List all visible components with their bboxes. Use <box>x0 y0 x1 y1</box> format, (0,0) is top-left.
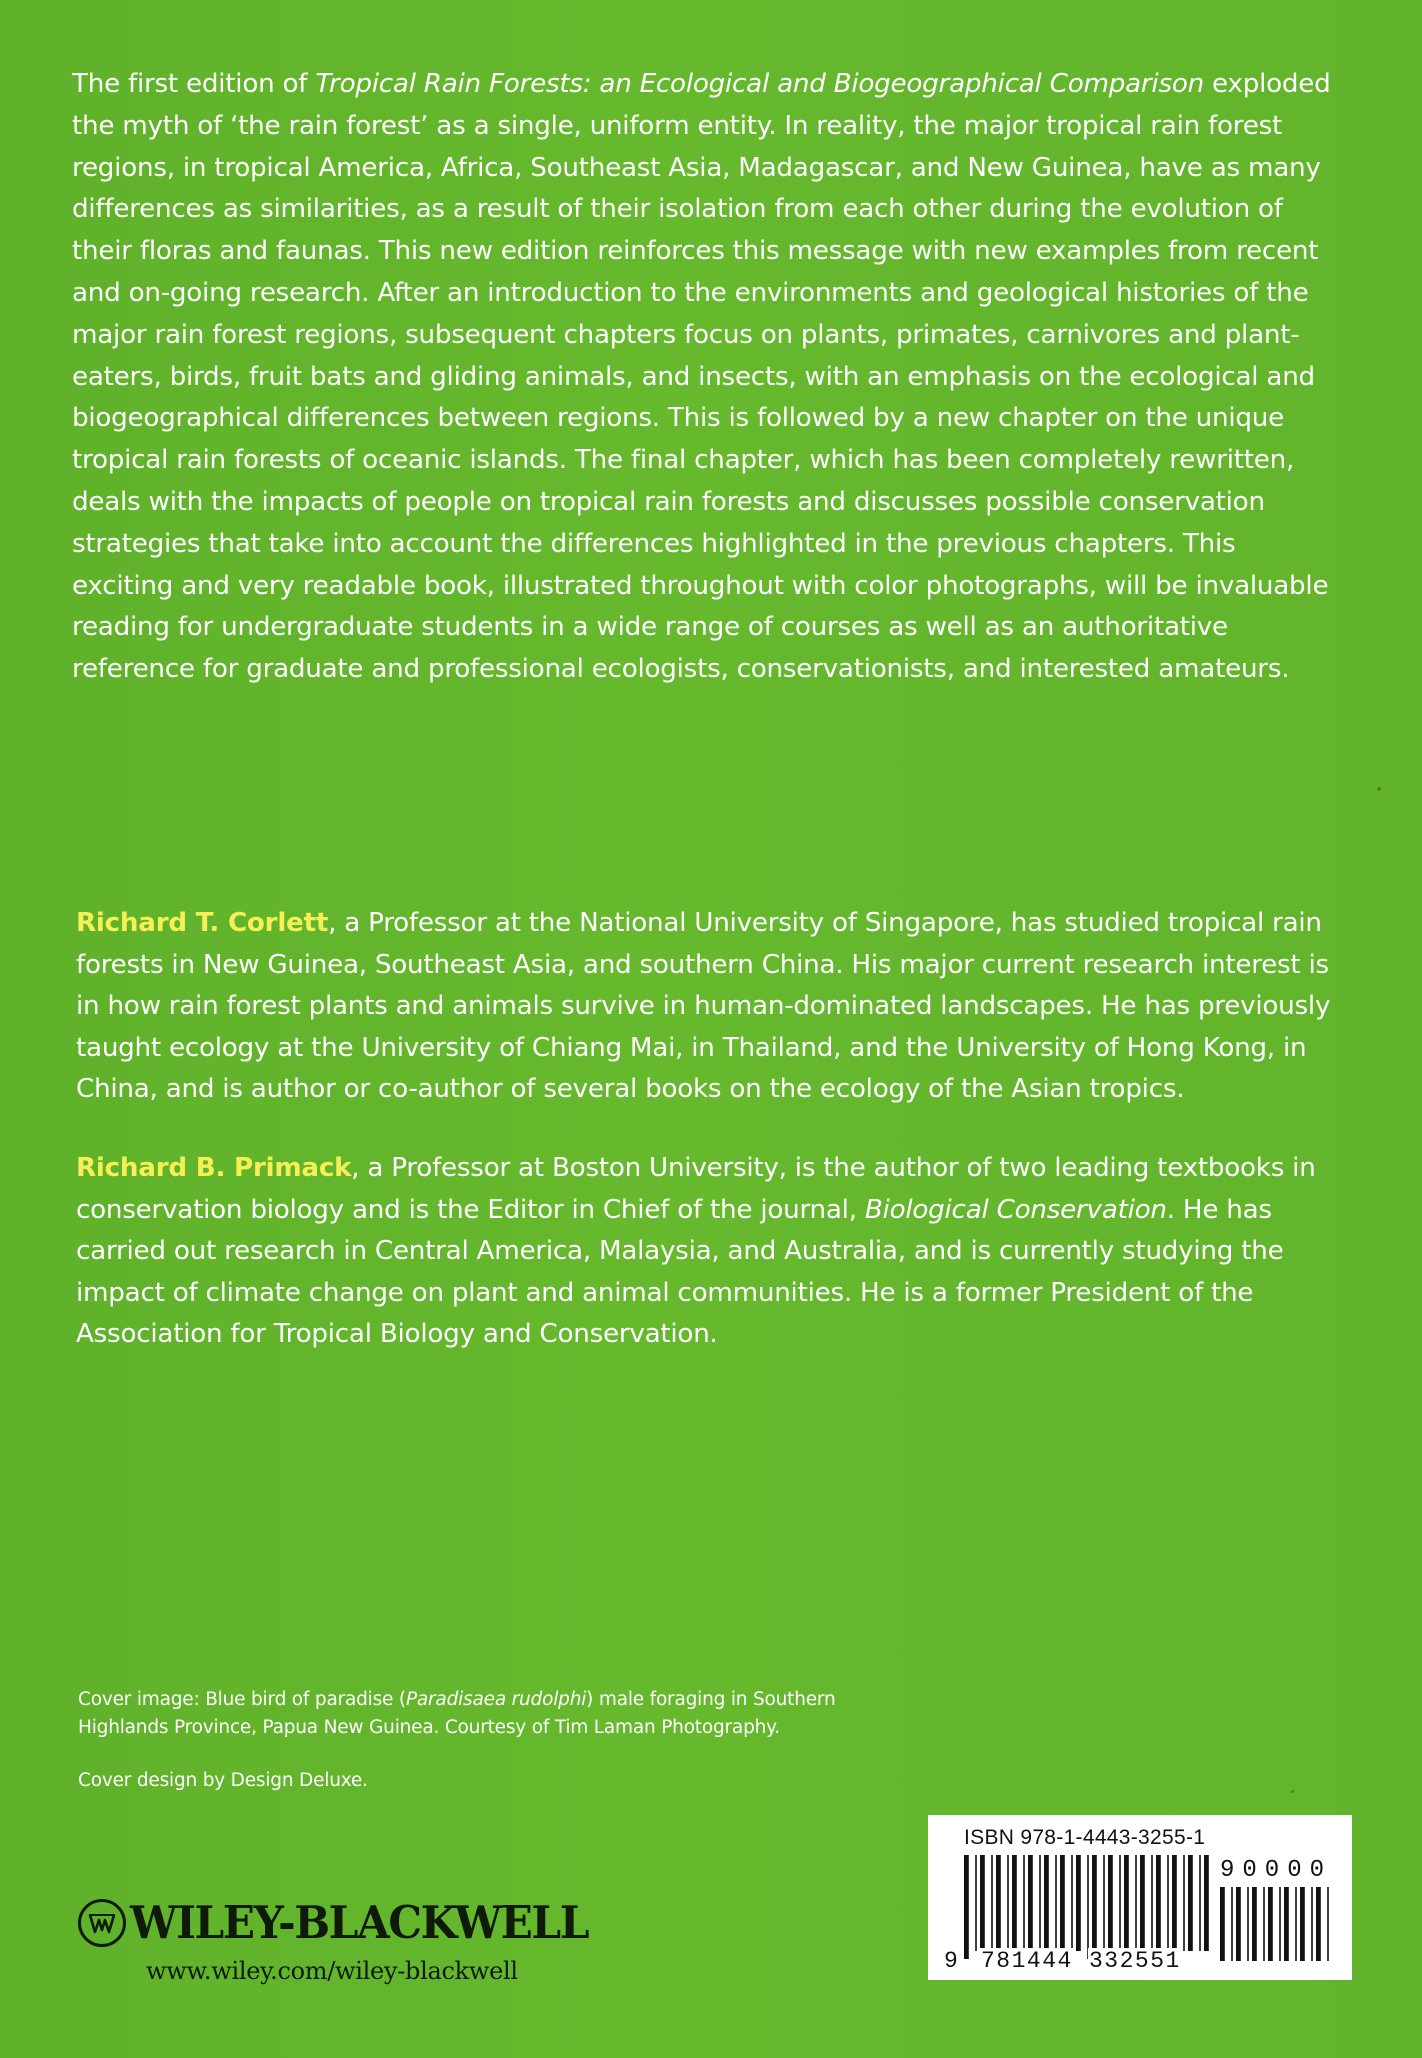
cover-design-credit: Cover design by Design Deluxe. <box>78 1770 368 1791</box>
barcode-bar <box>1071 1855 1073 1951</box>
publisher-url: www.wiley.com/wiley-blackwell <box>146 1957 518 1985</box>
barcode-bar <box>1252 1887 1257 1961</box>
addon-barcode-bars <box>1220 1887 1332 1963</box>
isbn-barcode <box>928 1815 1352 1980</box>
ean-barcode-bars <box>964 1855 1214 1963</box>
barcode-bar <box>1135 1855 1137 1951</box>
barcode-bar <box>1076 1855 1081 1951</box>
author-name-corlett: Richard T. Corlett <box>76 908 329 938</box>
barcode-bar <box>1316 1887 1321 1961</box>
ean-left-digits: 781444 <box>981 1948 1073 1974</box>
ean-right-digits: 332551 <box>1089 1948 1181 1974</box>
species-name: Paradisaea rudolphi <box>405 1689 587 1710</box>
description-intro: The first edition of <box>72 69 316 99</box>
barcode-bar <box>1007 1855 1009 1951</box>
author-bio-text: , a Professor at Boston University, is the author of two leading textbooks in conservation biology and is the Editor in Chief of the journal, <box>76 1153 1316 1225</box>
barcode-bar <box>1028 1855 1033 1951</box>
author-bio-text: , a Professor at the National University of Singapore, has studied tropical rain forests in New Guinea, Southeast Asia, and southern China. His major current research interest is in how rain forest plants and animals survive in human-dominated landscapes. He has previously taught ecology at the University of Chiang Mai, in Thailand, and the University of Hong Kong, in China, and is author or co-author of several books on the ecology of the Asian tropics. <box>76 908 1331 1104</box>
publisher-block <box>78 1896 617 1985</box>
barcode-bar <box>1103 1855 1105 1951</box>
cover-image-credit <box>78 1686 898 1742</box>
barcode-bar <box>1327 1887 1329 1961</box>
barcode-bar <box>1055 1855 1057 1951</box>
barcode-bar <box>1092 1855 1097 1959</box>
barcode-bar <box>1151 1855 1153 1951</box>
barcode-bar <box>1087 1855 1089 1959</box>
barcode-bar <box>1119 1855 1121 1951</box>
barcode-bar <box>996 1855 1001 1951</box>
addon-digits: 90000 <box>1220 1857 1333 1884</box>
barcode-bar <box>1247 1887 1249 1961</box>
barcode-bar <box>991 1855 993 1951</box>
wiley-logo-icon <box>78 1899 126 1947</box>
author-bio-text: . He has carried out research in Central America, Malaysia, and Australia, and is currently studying the impact of climate change on plant and animal communities. He is a former President of the Association for Tropical Biology and Conservation. <box>76 1194 1284 1349</box>
cover-blemish <box>1377 787 1381 791</box>
author-name-primack: Richard B. Primack <box>76 1153 352 1183</box>
barcode-bar <box>1236 1887 1241 1961</box>
author-bio-corlett <box>76 903 1356 1111</box>
isbn-label: ISBN 978-1-4443-3255-1 <box>964 1826 1206 1849</box>
description-body: exploded the myth of ‘the rain forest’ as a single, uniform entity. In reality, the major tropical rain forest regions, in tropical America, Africa, Southeast Asia, Madagascar, and New Guinea, have as many differences as similarities, as a result of their isolation from each other during the evolution of their floras and faunas. This new edition reinforces this message with new examples from recent and on-going research. After an introduction to the environments and geological histories of the major rain forest regions, subsequent chapters focus on plants, primates, carnivores and plant-eaters, birds, fruit bats and gliding animals, and insects, with an emphasis on the ecological and biogeographical differences between regions. This is followed by a new chapter on the unique tropical rain forests of oceanic islands. The final chapter, which has been completely rewritten, deals with the impacts of people on tropical rain forests and discusses possible conservation strategies that take into account the differences highlighted in the previous chapters. This exciting and very readable book, illustrated throughout with color photographs, will be invaluable reading for undergraduate students in a wide range of courses as well as an authoritative reference for graduate and professional ecologists, conservationists, and interested amateurs. <box>72 69 1331 685</box>
author-bio-primack <box>76 1148 1356 1356</box>
credit-text: Cover image: Blue bird of paradise ( <box>78 1689 406 1710</box>
barcode-bar <box>1284 1887 1289 1961</box>
barcode-bar <box>1023 1855 1025 1951</box>
barcode-bar <box>1156 1855 1161 1951</box>
barcode-bar <box>1167 1855 1169 1951</box>
barcode-bar <box>1183 1855 1185 1951</box>
barcode-bar <box>1311 1887 1313 1961</box>
barcode-bar <box>1204 1855 1209 1951</box>
barcode-bar <box>1172 1855 1177 1951</box>
barcode-bar <box>1060 1855 1065 1951</box>
barcode-bar <box>1140 1855 1145 1951</box>
barcode-bar <box>1279 1887 1281 1961</box>
barcode-bar <box>1108 1855 1113 1951</box>
barcode-bar <box>1268 1887 1273 1961</box>
barcode-bar <box>964 1855 969 1959</box>
barcode-bar <box>1220 1887 1225 1961</box>
barcode-bar <box>975 1855 977 1951</box>
barcode-bar <box>1188 1855 1193 1951</box>
book-description <box>72 64 1342 691</box>
barcode-bar <box>1263 1887 1265 1961</box>
credit-text: ) male foraging in Southern Highlands Province, Papua New Guinea. Courtesy of Tim Laman Photography. <box>78 1689 836 1738</box>
book-title: Tropical Rain Forests: an Ecological and Biogeographical Comparison <box>315 69 1204 99</box>
barcode-bar <box>1012 1855 1017 1951</box>
barcode-bar <box>1039 1855 1041 1951</box>
publisher-name: WILEY-BLACKWELL <box>130 1896 589 1949</box>
barcode-bar <box>1231 1887 1233 1961</box>
cover-blemish <box>1291 1790 1294 1793</box>
barcode-bar <box>1300 1887 1305 1961</box>
ean-first-digit: 9 <box>944 1948 960 1974</box>
barcode-bar <box>1199 1855 1201 1951</box>
barcode-bar <box>1044 1855 1049 1951</box>
journal-title: Biological Conservation <box>864 1194 1167 1225</box>
barcode-bar <box>1295 1887 1297 1961</box>
barcode-bar <box>980 1855 985 1951</box>
barcode-bar <box>1124 1855 1129 1951</box>
